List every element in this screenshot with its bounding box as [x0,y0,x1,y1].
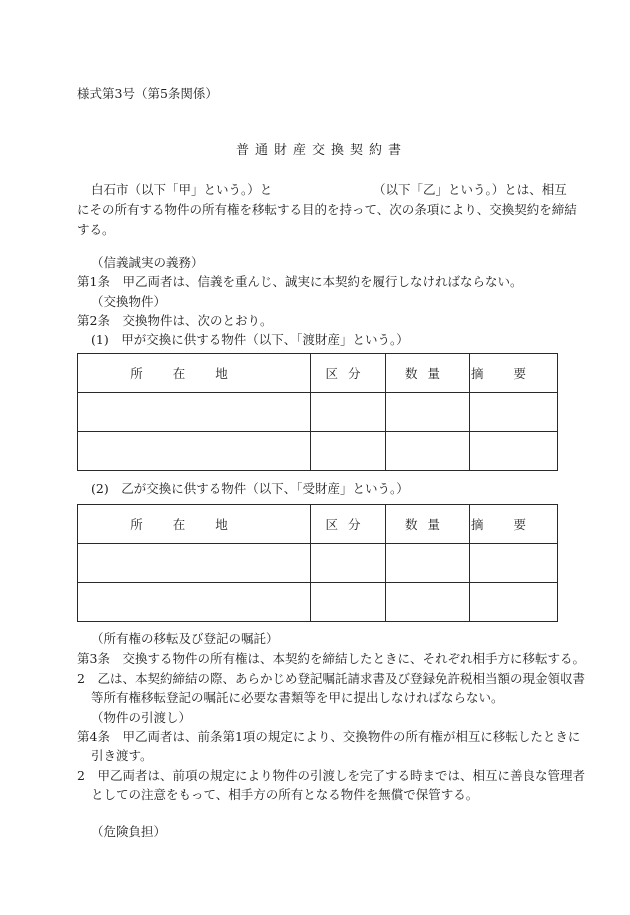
document-title: 普通財産交換契約書 [236,143,408,158]
table-row [78,432,558,471]
article3-text: 第3条 交換する物件の所有権は、本契約を締結したときに、それぞれ相手方に移転する。 [77,651,585,666]
cell-quantity [386,583,470,622]
header-remarks: 摘要 [470,505,558,544]
table-row [78,393,558,432]
intro-line-1b: （以下「乙」という。）とは、相互 [373,182,567,197]
cell-remarks [470,583,558,622]
article1-heading: （信義誠実の義務） [91,255,204,270]
cell-quantity [386,544,470,583]
cell-location [78,393,311,432]
article4-text-line2: 引き渡す。 [91,748,153,763]
article3-heading: （所有権の移転及び登記の嘱託） [91,631,279,646]
article4-para2-line2: としての注意をもって、相手方の所有となる物件を無償で保管する。 [91,787,479,802]
intro-line-2: にその所有する物件の所有権を移転する目的を持って、次の条項により、交換契約を締結 [77,202,577,217]
article4-heading: （物件の引渡し） [91,710,192,725]
table-row [78,583,558,622]
table-header-row [78,505,558,544]
cell-remarks [470,432,558,471]
header-location: 所在地 [78,354,311,393]
cell-quantity [386,432,470,471]
property-table-giving [77,353,558,471]
cell-remarks [470,544,558,583]
table-header-row [78,354,558,393]
form-number: 様式第3号（第5条関係） [77,86,218,101]
cell-location [78,432,311,471]
header-category: 区分 [311,354,386,393]
cell-quantity [386,393,470,432]
cell-category [311,544,386,583]
property-table-receiving [77,504,558,622]
cell-location [78,583,311,622]
article3-para2-line2: 等所有権移転登記の嘱託に必要な書類等を甲に提出しなければならない。 [91,690,504,705]
article3-para2-line1: 2 乙は、本契約締結の際、あらかじめ登記嘱託請求書及び登録免許税相当額の現金領収書 [77,671,585,686]
cell-category [311,393,386,432]
header-remarks: 摘要 [470,354,558,393]
intro-line-1a: 白石市（以下「甲」という。）と [91,182,273,197]
article1-text: 第1条 甲乙両者は、信義を重んじ、誠実に本契約を履行しなければならない。 [77,274,523,289]
cell-category [311,432,386,471]
header-quantity: 数量 [386,354,470,393]
intro-line-3: する。 [77,222,115,237]
cell-location [78,544,311,583]
article5-heading: （危険負担） [91,824,167,839]
article2-item1: (1) 甲が交換に供する物件（以下、「渡財産」という。） [91,332,409,347]
article4-text-line1: 第4条 甲乙両者は、前条第1項の規定により、交換物件の所有権が相互に移転したときに [77,729,581,744]
cell-remarks [470,393,558,432]
header-location: 所在地 [78,505,311,544]
article4-para2-line1: 2 甲乙両者は、前項の規定により物件の引渡しを完了する時までは、相互に善良な管理者 [77,768,585,783]
article2-text: 第2条 交換物件は、次のとおり。 [77,313,273,328]
article2-heading: （交換物件） [91,294,167,309]
header-category: 区分 [311,505,386,544]
table-row [78,544,558,583]
article2-item2: (2) 乙が交換に供する物件（以下、「受財産」という。） [91,481,409,496]
cell-category [311,583,386,622]
header-quantity: 数量 [386,505,470,544]
